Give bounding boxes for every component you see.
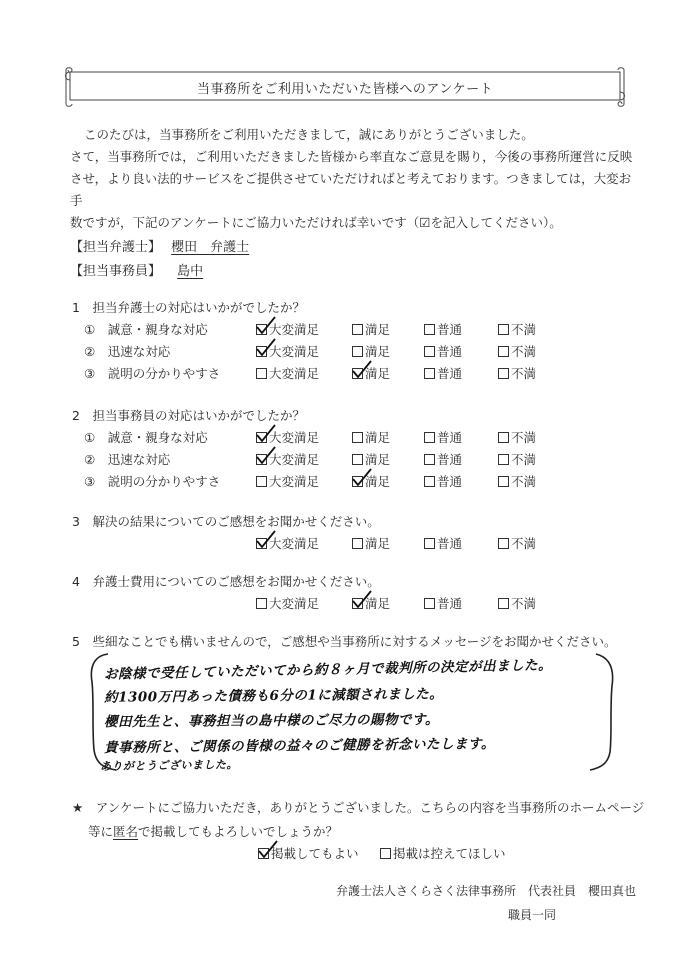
- option-label: 普通: [437, 322, 463, 337]
- checkbox[interactable]: [256, 538, 267, 549]
- checkmark-icon: [351, 589, 373, 611]
- option-label: 掲載は控えてほしい: [393, 846, 506, 861]
- intro-line: さて，当事務所では，ご利用いただきました皆様から率直なご意見を賜り，今後の事務所運営に反映: [70, 149, 633, 164]
- rating-option[interactable]: [256, 472, 319, 490]
- intro-line: させ，より良い法的サービスをご提供させていただければと考えております。つきましては，大変お手: [70, 171, 632, 208]
- option-label: 不満: [511, 452, 537, 467]
- option-label: 満足: [365, 344, 391, 359]
- checkbox[interactable]: [352, 476, 363, 487]
- checkmark-icon: [257, 839, 279, 861]
- checkbox[interactable]: [424, 598, 435, 609]
- checkbox[interactable]: [256, 432, 267, 443]
- intro-line: 数ですが，下記のアンケートにご協力いただければ幸いです（☑を記入してください）。: [70, 215, 562, 230]
- handwritten-line: 約1300万円あった債務も6分の1に減額されました。: [103, 686, 444, 706]
- lawyer-line: [70, 236, 253, 255]
- checkbox[interactable]: [424, 476, 435, 487]
- option-label: 大変満足: [269, 430, 320, 445]
- checkmark-icon: [255, 315, 277, 337]
- checkmark-icon: [255, 445, 277, 467]
- lawyer-label: 【担当弁護士】: [70, 240, 162, 255]
- option-label: 大変満足: [269, 536, 320, 551]
- rating-option[interactable]: [498, 320, 536, 338]
- option-label: 不満: [511, 430, 537, 445]
- checkbox[interactable]: [352, 454, 363, 465]
- option-label: 大変満足: [269, 344, 320, 359]
- option-label: 大変満足: [269, 474, 320, 489]
- checkbox[interactable]: [380, 848, 391, 859]
- option-label: 満足: [365, 322, 391, 337]
- rating-option[interactable]: [498, 450, 536, 468]
- checkbox[interactable]: [498, 346, 509, 357]
- rating-option[interactable]: [352, 534, 390, 552]
- rating-option[interactable]: [424, 320, 462, 338]
- publish-yes-option[interactable]: [258, 844, 359, 862]
- clerk-line: [70, 260, 217, 279]
- checkbox[interactable]: [256, 476, 267, 487]
- q5-heading: 5 些細なことでも構いませんので，ご感想や当事務所に対するメッセージをお聞かせください。: [72, 634, 617, 649]
- closing-text: で掲載してもよろしいでしょうか？: [138, 824, 339, 839]
- checkbox[interactable]: [498, 432, 509, 443]
- checkbox[interactable]: [256, 368, 267, 379]
- intro-paragraph: [70, 124, 640, 234]
- page-title: 当事務所をご利用いただいた皆様へのアンケート: [196, 82, 494, 97]
- question-row-label: ① 誠意・親身な対応: [84, 430, 208, 445]
- option-label: 満足: [365, 536, 391, 551]
- option-label: 不満: [511, 536, 537, 551]
- question-row-label: ③ 説明の分かりやすさ: [84, 366, 221, 381]
- question-heading: 1 担当弁護士の対応はいかがでしたか？: [72, 300, 305, 315]
- handwritten-line: 櫻田先生と、事務担当の島中様のご尽力の賜物です。: [103, 711, 439, 731]
- closing-text: 等に: [88, 824, 114, 839]
- question-heading: 3 解決の結果についてのご感想をお聞かせください。: [72, 514, 380, 529]
- question-heading: 2 担当事務員の対応はいかがでしたか？: [72, 408, 305, 423]
- option-label: 満足: [365, 596, 391, 611]
- option-label: 普通: [437, 536, 463, 551]
- checkbox[interactable]: [498, 324, 509, 335]
- rating-option[interactable]: [424, 428, 462, 446]
- signature-line-2: 職員一同: [508, 908, 557, 922]
- question-row-label: ① 誠意・親身な対応: [84, 322, 208, 337]
- rating-option[interactable]: [498, 428, 536, 446]
- rating-option[interactable]: [256, 450, 319, 468]
- rating-option[interactable]: [352, 472, 390, 490]
- checkbox[interactable]: [256, 598, 267, 609]
- rating-option[interactable]: [352, 320, 390, 338]
- checkbox[interactable]: [498, 538, 509, 549]
- checkmark-icon: [255, 423, 277, 445]
- option-label: 普通: [437, 430, 463, 445]
- checkmark-icon: [351, 359, 373, 381]
- question-row-label: ② 迅速な対応: [84, 344, 171, 359]
- title-banner: [62, 66, 628, 108]
- anonymous-word: 匿名: [113, 824, 139, 839]
- option-label: 不満: [511, 596, 537, 611]
- rating-option[interactable]: [498, 472, 536, 490]
- lawyer-value: 櫻田 弁護士: [171, 240, 250, 255]
- checkbox[interactable]: [352, 324, 363, 335]
- option-label: 普通: [437, 474, 463, 489]
- checkbox[interactable]: [352, 368, 363, 379]
- option-label: 大変満足: [269, 322, 320, 337]
- rating-option[interactable]: [352, 428, 390, 446]
- question-heading: 4 弁護士費用についてのご感想をお聞かせください。: [72, 574, 380, 589]
- checkbox[interactable]: [258, 848, 269, 859]
- option-label: 大変満足: [269, 596, 320, 611]
- rating-option[interactable]: [498, 534, 536, 552]
- closing-line-2: [88, 822, 338, 840]
- rating-option[interactable]: [424, 594, 462, 612]
- checkbox[interactable]: [498, 598, 509, 609]
- checkbox[interactable]: [424, 432, 435, 443]
- rating-option[interactable]: [256, 320, 319, 338]
- option-label: 不満: [511, 474, 537, 489]
- option-label: 普通: [437, 452, 463, 467]
- rating-option[interactable]: [424, 342, 462, 360]
- checkbox[interactable]: [424, 454, 435, 465]
- option-label: 大変満足: [269, 366, 320, 381]
- checkbox[interactable]: [256, 324, 267, 335]
- checkbox[interactable]: [352, 538, 363, 549]
- checkmark-icon: [255, 337, 277, 359]
- closing-line-1: ★ アンケートにご協力いただき，ありがとうございました。こちらの内容を当事務所のホームページ: [72, 800, 645, 815]
- rating-option[interactable]: [498, 342, 536, 360]
- checkmark-icon: [351, 467, 373, 489]
- clerk-label: 【担当事務員】: [70, 264, 162, 279]
- rating-option[interactable]: [256, 342, 319, 360]
- rating-option[interactable]: [256, 428, 319, 446]
- option-label: 普通: [437, 596, 463, 611]
- checkbox[interactable]: [424, 324, 435, 335]
- option-label: 満足: [365, 474, 391, 489]
- question-row-label: ② 迅速な対応: [84, 452, 171, 467]
- checkbox[interactable]: [424, 538, 435, 549]
- rating-option[interactable]: [498, 364, 536, 382]
- checkbox[interactable]: [498, 476, 509, 487]
- option-label: 掲載してもよい: [271, 846, 359, 861]
- rating-option[interactable]: [424, 534, 462, 552]
- rating-option[interactable]: [256, 594, 319, 612]
- option-label: 不満: [511, 366, 537, 381]
- question-row-label: ③ 説明の分かりやすさ: [84, 474, 221, 489]
- rating-option[interactable]: [352, 342, 390, 360]
- rating-option[interactable]: [424, 472, 462, 490]
- checkmark-icon: [255, 529, 277, 551]
- option-label: 満足: [365, 366, 391, 381]
- option-label: 満足: [365, 452, 391, 467]
- checkbox[interactable]: [256, 346, 267, 357]
- handwritten-line: ありがとうございました。: [99, 758, 239, 773]
- rating-option[interactable]: [498, 594, 536, 612]
- checkbox[interactable]: [352, 598, 363, 609]
- signature-line-1: 弁護士法人さくらさく法律事務所 代表社員 櫻田真也: [336, 884, 637, 898]
- option-label: 不満: [511, 344, 537, 359]
- checkbox[interactable]: [352, 346, 363, 357]
- checkbox[interactable]: [498, 368, 509, 379]
- handwritten-line: お陰様で受任していただいてから約８ヶ月で裁判所の決定が出ました。: [103, 657, 553, 683]
- handwritten-line: 貴事務所と、ご関係の皆様の益々のご健勝を祈念いたします。: [103, 735, 496, 757]
- option-label: 普通: [437, 344, 463, 359]
- rating-option[interactable]: [352, 450, 390, 468]
- option-label: 不満: [511, 322, 537, 337]
- checkbox[interactable]: [424, 368, 435, 379]
- intro-line: このたびは，当事務所をご利用いただきまして，誠にありがとうございました。: [84, 127, 534, 142]
- option-label: 満足: [365, 430, 391, 445]
- rating-option[interactable]: [352, 594, 390, 612]
- checkbox[interactable]: [352, 432, 363, 443]
- checkbox[interactable]: [424, 346, 435, 357]
- clerk-value: 島中: [177, 264, 204, 279]
- option-label: 大変満足: [269, 452, 320, 467]
- rating-option[interactable]: [256, 364, 319, 382]
- checkbox[interactable]: [256, 454, 267, 465]
- option-label: 普通: [437, 366, 463, 381]
- checkbox[interactable]: [498, 454, 509, 465]
- rating-option[interactable]: [424, 450, 462, 468]
- rating-option[interactable]: [352, 364, 390, 382]
- rating-option[interactable]: [424, 364, 462, 382]
- rating-option[interactable]: [256, 534, 319, 552]
- publish-no-option[interactable]: [380, 844, 506, 862]
